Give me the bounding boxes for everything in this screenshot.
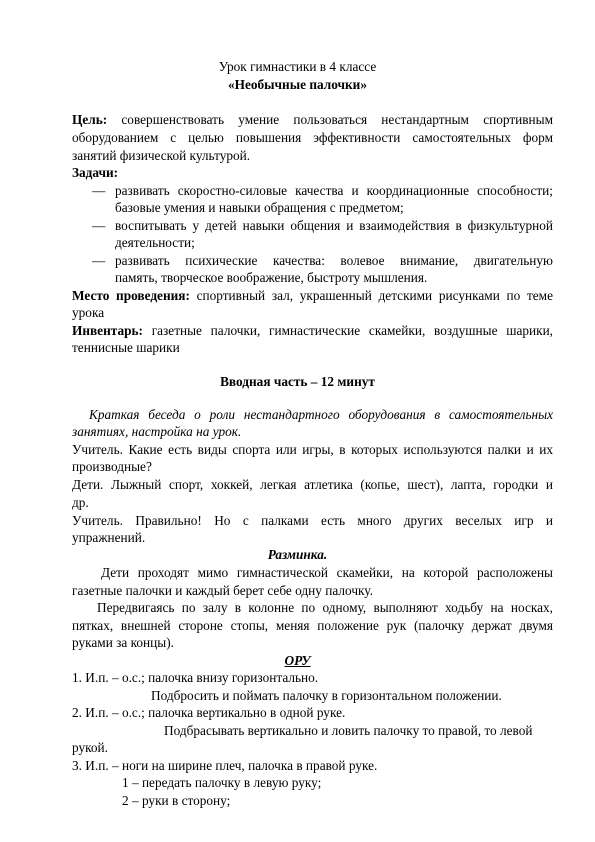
goal-text-1: совершенствовать умение пользоваться нестандартным спортивным [121,112,553,127]
task-3-line-2: память, творческое воображение, быстроту мышления. [115,270,428,285]
exercise-3-step-1: 1 – передать палочку в левую руку; [122,775,322,790]
goal-label: Цель: [72,112,108,127]
teacher-reply-2: упражнений. [72,530,146,545]
teacher-reply-1: Учитель. Правильно! Но с палками есть много других веселых игр и [72,513,553,528]
bullet-dash: — [92,183,106,198]
equipment-label: Инвентарь: [72,323,143,338]
warmup-heading: Разминка. [267,547,328,562]
kids-answer-2: др. [72,495,89,510]
exercise-2-action-end: рукой. [72,740,108,755]
goal-text-3: занятий физической культурой. [72,148,251,163]
lesson-subtitle: «Необычные палочки» [227,77,367,92]
exercise-2-action: Подбрасывать вертикально и ловить палочку то правой, то левой [164,723,533,738]
lesson-title: Урок гимнастики в 4 классе [218,59,377,74]
warmup-p1-line-1: Дети проходят мимо гимнастической скамейки, на которой расположены [101,565,553,580]
task-1-line-1: развивать скоростно-силовые качества и координационные способности; [115,183,553,198]
bullet-dash: — [92,218,106,233]
warmup-p2-line-1: Передвигаясь по залу в колонне по одному, выполняют ходьбу на носках, [97,600,553,615]
venue-label: Место проведения: [72,288,190,303]
task-2-line-2: деятельности; [115,235,195,250]
task-1-line-2: базовые умения и навыки обращения с предметом; [115,200,404,215]
venue-text-2: урока [72,305,105,320]
exercise-1-start: 1. И.п. – о.с.; палочка внизу горизонтально. [72,670,319,685]
warmup-p2-line-3: руками за концы). [72,635,174,650]
intro-heading: Вводная часть – 12 минут [220,374,375,389]
equipment-text-2: теннисные шарики [72,340,180,355]
goal-text-2: оборудованием с целью повышения эффективности самостоятельных форм [72,130,553,145]
teacher-question-1: Учитель. Какие есть виды спорта или игры, в которых используются палки и их [72,442,553,457]
exercise-3-step-2: 2 – руки в сторону; [122,793,231,808]
venue-text-1: спортивный зал, украшенный детскими рисунками по теме [196,288,554,303]
bullet-dash: — [92,253,106,268]
exercise-3-start: 3. И.п. – ноги на ширине плеч, палочка в правой руке. [72,758,378,773]
exercise-2-start: 2. И.п. – о.с.; палочка вертикально в одной руке. [72,705,346,720]
warmup-p1-line-2: газетные палочки и каждый берет себе одну палочку. [72,583,373,598]
exercise-1-action: Подбросить и поймать палочку в горизонтальном положении. [151,688,502,703]
oru-heading: ОРУ [284,653,311,668]
teacher-question-2: производные? [72,459,152,474]
task-3-line-1: развивать психические качества: волевое внимание, двигательную [115,253,553,268]
venue-line-1 [72,287,553,305]
warmup-p2-line-2: пятках, внешней стороне стопы, меняя положение рук (палочку держат двумя [72,618,553,633]
intro-note-2: занятиях, настройка на урок. [72,424,242,439]
kids-answer-1: Дети. Лыжный спорт, хоккей, легкая атлетика (копье, шест), лапта, городки и [72,477,553,492]
goal-line-1 [72,111,553,129]
intro-note-1: Краткая беседа о роли нестандартного оборудования в самостоятельных [89,407,553,422]
task-2-line-1: воспитывать у детей навыки общения и взаимодействия в физкультурной [115,218,553,233]
tasks-label: Задачи: [72,165,119,180]
equipment-line-1 [72,322,553,340]
equipment-text-1: газетные палочки, гимнастические скамейки, воздушные шарики, [151,323,554,338]
